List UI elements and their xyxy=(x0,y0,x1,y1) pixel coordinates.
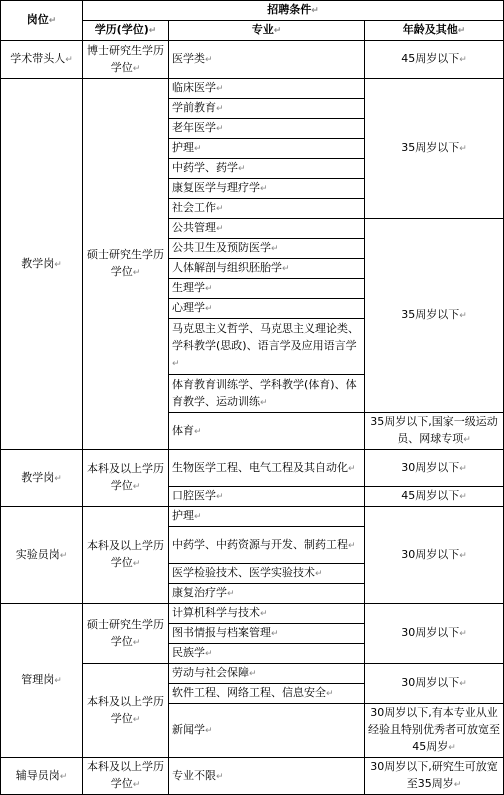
age-cell: 30周岁以下↵ xyxy=(365,604,504,664)
major-cell: 康复治疗学↵ xyxy=(169,584,365,604)
table-row xyxy=(1,758,504,795)
major-cell: 劳动与社会保障↵ xyxy=(169,664,365,684)
education-cell: 本科及以上学历学位↵ xyxy=(83,450,169,507)
post-cell: 教学岗↵ xyxy=(1,79,83,450)
age-cell: 30周岁以下,有本专业从业经验且特别优秀者可放宽至45周岁↵ xyxy=(365,704,504,758)
age-cell: 45周岁以下↵ xyxy=(365,487,504,507)
major-cell: 老年医学↵ xyxy=(169,119,365,139)
major-cell: 软件工程、网络工程、信息安全↵ xyxy=(169,684,365,704)
major-cell: 学前教育↵ xyxy=(169,99,365,119)
major-cell: 体育教育训练学、学科教学(体育)、体育教学、运动训练↵ xyxy=(169,375,365,413)
major-cell: 中药学、中药资源与开发、制药工程↵ xyxy=(169,527,365,564)
age-cell: 30周岁以下↵ xyxy=(365,450,504,487)
education-cell: 本科及以上学历学位↵ xyxy=(83,664,169,758)
major-cell: 公共卫生及预防医学↵ xyxy=(169,239,365,259)
major-cell: 马克思主义哲学、马克思主义理论类、学科教学(思政)、语言学及应用语言学↵ xyxy=(169,319,365,375)
major-cell: 生理学↵ xyxy=(169,279,365,299)
education-cell: 博士研究生学历学位↵ xyxy=(83,41,169,79)
age-cell: 30周岁以下,研究生可放宽至35周岁↵ xyxy=(365,758,504,795)
age-cell: 30周岁以下↵ xyxy=(365,664,504,704)
age-cell: 45周岁以下↵ xyxy=(365,41,504,79)
major-cell: 公共管理↵ xyxy=(169,219,365,239)
header-post: 岗位↵ xyxy=(1,1,83,41)
post-cell: 实验员岗↵ xyxy=(1,507,83,604)
major-cell: 康复医学与理疗学↵ xyxy=(169,179,365,199)
table-row xyxy=(1,450,504,487)
header-row-1 xyxy=(1,1,504,21)
education-cell: 本科及以上学历学位↵ xyxy=(83,758,169,795)
education-cell: 本科及以上学历学位↵ xyxy=(83,507,169,604)
table-row xyxy=(1,79,504,99)
post-cell: 教学岗↵ xyxy=(1,450,83,507)
header-education: 学历(学位)↵ xyxy=(83,21,169,41)
major-cell: 临床医学↵ xyxy=(169,79,365,99)
major-cell: 社会工作↵ xyxy=(169,199,365,219)
major-cell: 计算机科学与技术↵ xyxy=(169,604,365,624)
age-cell: 35周岁以下↵ xyxy=(365,79,504,219)
table-row xyxy=(1,41,504,79)
header-age-other: 年龄及其他↵ xyxy=(365,21,504,41)
education-cell: 硕士研究生学历学位↵ xyxy=(83,604,169,664)
post-cell: 管理岗↵ xyxy=(1,604,83,758)
header-major: 专业↵ xyxy=(169,21,365,41)
major-cell: 医学类↵ xyxy=(169,41,365,79)
header-conditions: 招聘条件↵ xyxy=(83,1,504,21)
major-cell: 生物医学工程、电气工程及其自动化↵ xyxy=(169,450,365,487)
major-cell: 心理学↵ xyxy=(169,299,365,319)
age-cell: 35周岁以下↵ xyxy=(365,219,504,413)
age-cell: 35周岁以下,国家一级运动员、网球专项↵ xyxy=(365,413,504,450)
major-cell: 新闻学↵ xyxy=(169,704,365,758)
post-cell: 学术带头人↵ xyxy=(1,41,83,79)
table-row xyxy=(1,507,504,527)
major-cell: 专业不限↵ xyxy=(169,758,365,795)
major-cell: 护理↵ xyxy=(169,507,365,527)
major-cell: 图书情报与档案管理↵ xyxy=(169,624,365,644)
major-cell: 护理↵ xyxy=(169,139,365,159)
education-cell: 硕士研究生学历学位↵ xyxy=(83,79,169,450)
post-cell: 辅导员岗↵ xyxy=(1,758,83,795)
major-cell: 医学检验技术、医学实验技术↵ xyxy=(169,564,365,584)
major-cell: 口腔医学↵ xyxy=(169,487,365,507)
major-cell: 民族学↵ xyxy=(169,644,365,664)
table-row xyxy=(1,604,504,624)
age-cell: 30周岁以下↵ xyxy=(365,507,504,604)
major-cell: 人体解剖与组织胚胎学↵ xyxy=(169,259,365,279)
major-cell: 体育↵ xyxy=(169,413,365,450)
major-cell: 中药学、药学↵ xyxy=(169,159,365,179)
